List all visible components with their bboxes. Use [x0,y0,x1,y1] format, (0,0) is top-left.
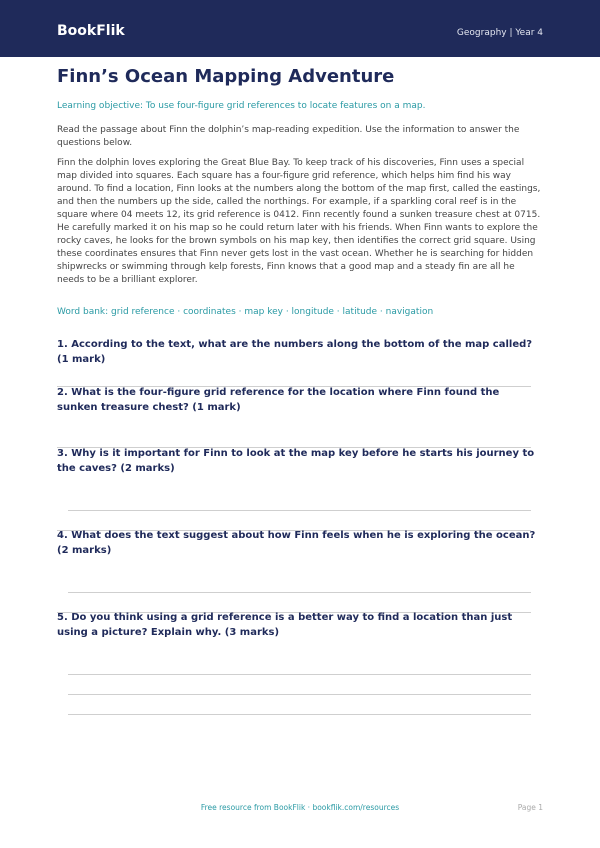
question-3: 3. Why is it important for Finn to look at the map key before he starts his journey to the caves? (2 marks) [57,448,535,474]
brand-logo[interactable]: BookFlik [57,23,125,39]
subject-label: Geography | Year 4 [456,28,543,38]
question-1: 1. According to the text, what are the numbers along the bottom of the map called? (1 mark) [57,339,533,365]
learning-objective: Learning objective: To use four-figure grid references to locate features on a map. [57,101,426,111]
word-bank: Word bank: grid reference · coordinates · map key · longitude · latitude · navigation [57,307,434,317]
answer-line[interactable] [68,592,531,593]
answer-line[interactable] [68,674,531,675]
instructions: Read the passage about Finn the dolphin’s map-reading expedition. Use the information to answer the questions below. [57,125,520,148]
question-5: 5. Do you think using a grid reference is a better way to find a location than just using a picture? Explain why. (3 marks) [57,612,513,638]
answer-line[interactable] [68,714,531,715]
answer-line[interactable] [68,510,531,511]
question-2: 2. What is the four-figure grid reference for the location where Finn found the sunken treasure chest? (1 mark) [57,387,500,413]
page-number: Page 1 [517,803,543,812]
footer-link[interactable]: Free resource from BookFlik · bookflik.com/resources [200,803,400,812]
page-title: Finn’s Ocean Mapping Adventure [57,66,395,87]
header-bar [0,0,600,57]
answer-line[interactable] [68,694,531,695]
reading-passage: Finn the dolphin loves exploring the Great Blue Bay. To keep track of his discoveries, Finn uses a special map divided into squares. Each square has a four-figure grid reference, which helps him find his way around. To find a location, Finn looks at the numbers along the bottom of the map first, called the eastings, and then the numbers up the side, called the northings. For example, if a sparkling coral reef is in the square where 04 meets 12, its grid reference is 0412. Finn recently found a sunken treasure chest at 0715. He carefully marked it on his map so he could return later with his friends. When Finn wants to explore the rocky caves, he looks for the brown symbols on his map key, then identifies the correct grid square. Using these coordinates ensures that Finn never gets lost in the vast ocean. Whether he is searching for hidden shipwrecks or swimming through kelp forests, Finn knows that a good map and a steady fin are all he needs to be a brilliant explorer. [57,158,541,285]
question-4: 4. What does the text suggest about how Finn feels when he is exploring the ocean? (2 marks) [57,530,536,556]
